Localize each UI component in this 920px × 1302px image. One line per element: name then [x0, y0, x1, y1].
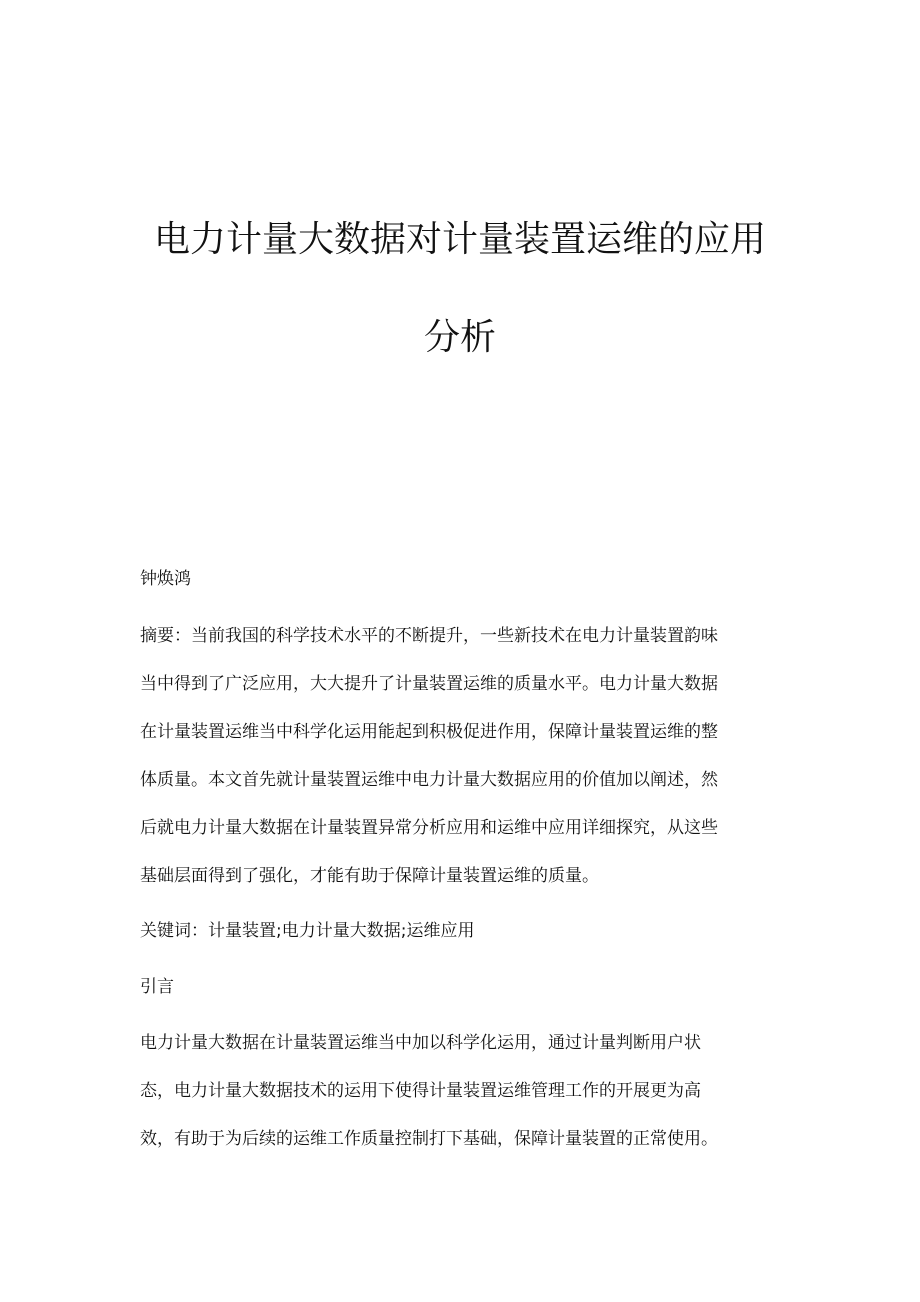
- abstract-line: 后就电力计量大数据在计量装置异常分析应用和运维中应用详细探究，从这些: [140, 818, 718, 838]
- intro-heading: 引言: [140, 977, 174, 997]
- abstract-line: 在计量装置运维当中科学化运用能起到积极促进作用，保障计量装置运维的整: [140, 722, 718, 742]
- author-name: 钟焕鸿: [140, 569, 191, 589]
- abstract-line: 摘要：当前我国的科学技术水平的不断提升，一些新技术在电力计量装置韵味: [140, 626, 718, 646]
- abstract-line: 体质量。本文首先就计量装置运维中电力计量大数据应用的价值加以阐述，然: [140, 770, 718, 790]
- keywords-line: 关键词：计量装置;电力计量大数据;运维应用: [140, 921, 475, 941]
- intro-paragraph: [140, 1019, 780, 1163]
- document-title-line-2: 分析: [423, 317, 496, 358]
- intro-line: 效，有助于为后续的运维工作质量控制打下基础，保障计量装置的正常使用。: [140, 1129, 718, 1149]
- abstract-line: 基础层面得到了强化，才能有助于保障计量装置运维的质量。: [140, 866, 599, 886]
- intro-line: 电力计量大数据在计量装置运维当中加以科学化运用，通过计量判断用户状: [140, 1033, 701, 1053]
- intro-line: 态，电力计量大数据技术的运用下使得计量装置运维管理工作的开展更为高: [140, 1081, 701, 1101]
- abstract-paragraph: [140, 612, 780, 900]
- document-title-line-1: 电力计量大数据对计量装置运维的应用: [153, 219, 766, 260]
- abstract-line: 当中得到了广泛应用，大大提升了计量装置运维的质量水平。电力计量大数据: [140, 674, 718, 694]
